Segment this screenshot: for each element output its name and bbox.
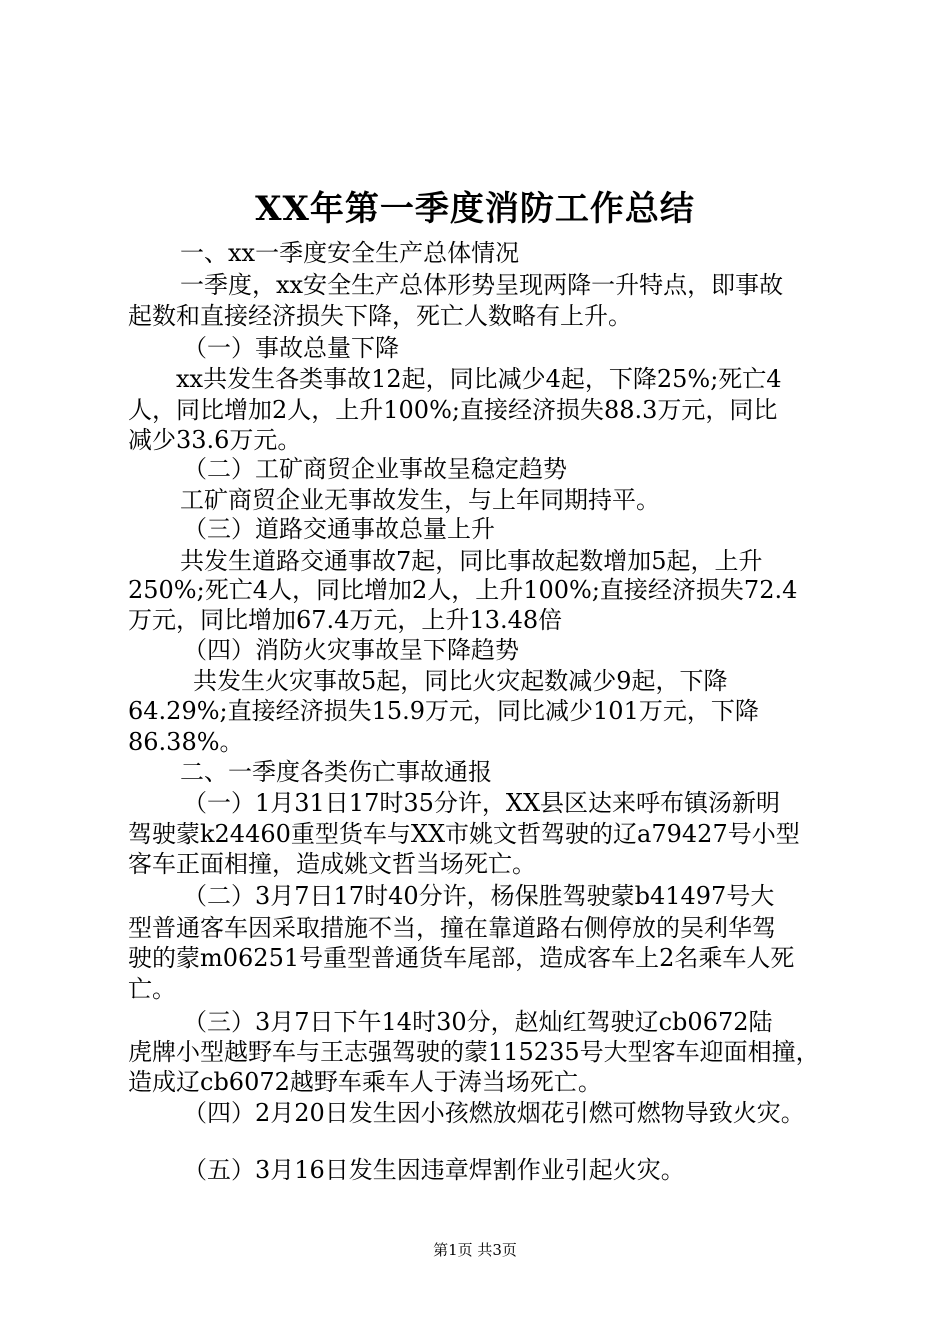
paragraph-line: 共发生道路交通事故7起，同比事故起数增加5起，上升 (180, 547, 763, 575)
paragraph-line: （三）3月7日下午14时30分，赵灿红驾驶辽cb0672陆 (183, 1008, 773, 1036)
paragraph-line: 一季度，xx安全生产总体形势呈现两降一升特点，即事故 (180, 271, 784, 299)
subsection-heading: （三）道路交通事故总量上升 (183, 515, 495, 543)
paragraph-line: 驾驶蒙k24460重型货车与XX市姚文哲驾驶的辽a79427号小型 (128, 820, 800, 848)
subsection-heading: （一）事故总量下降 (183, 334, 399, 362)
paragraph-line: （四）2月20日发生因小孩燃放烟花引燃可燃物导致火灾。 (183, 1099, 805, 1127)
paragraph-line: 64.29%;直接经济损失15.9万元，同比减少101万元，下降 (128, 697, 759, 725)
paragraph-line: 起数和直接经济损失下降，死亡人数略有上升。 (128, 302, 632, 330)
paragraph-line: 人，同比增加2人，上升100%;直接经济损失88.3万元，同比 (128, 396, 778, 424)
document-title: XX年第一季度消防工作总结 (255, 189, 695, 229)
subsection-heading: （四）消防火灾事故呈下降趋势 (183, 636, 519, 664)
page-footer: 第1页 共3页 (433, 1241, 517, 1259)
paragraph-line: 万元，同比增加67.4万元，上升13.48倍 (128, 606, 563, 634)
paragraph-line: 减少33.6万元。 (128, 426, 302, 454)
paragraph-line: 250%;死亡4人，同比增加2人，上升100%;直接经济损失72.4 (128, 576, 798, 604)
paragraph-line: （一）1月31日17时35分许，XX县区达来呼布镇汤新明 (183, 789, 781, 817)
paragraph-line: 共发生火灾事故5起，同比火灾起数减少9起，下降 (193, 667, 728, 695)
paragraph-line: 型普通客车因采取措施不当，撞在靠道路右侧停放的吴利华驾 (128, 914, 776, 942)
section-heading-1: 一、xx一季度安全生产总体情况 (180, 239, 520, 267)
paragraph-line: 虎牌小型越野车与王志强驾驶的蒙115235号大型客车迎面相撞， (128, 1038, 820, 1066)
section-heading-2: 二、一季度各类伤亡事故通报 (180, 758, 492, 786)
paragraph-line: 亡。 (128, 975, 176, 1003)
paragraph-line: 驶的蒙m06251号重型普通货车尾部，造成客车上2名乘车人死 (128, 944, 795, 972)
paragraph-line: （二）3月7日17时40分许，杨保胜驾驶蒙b41497号大 (183, 882, 775, 910)
paragraph-line: 工矿商贸企业无事故发生，与上年同期持平。 (180, 486, 660, 514)
paragraph-line: 客车正面相撞，造成姚文哲当场死亡。 (128, 850, 536, 878)
subsection-heading: （二）工矿商贸企业事故呈稳定趋势 (183, 455, 567, 483)
paragraph-line: xx共发生各类事故12起，同比减少4起，下降25%;死亡4 (176, 365, 782, 393)
paragraph-line: 造成辽cb6072越野车乘车人于涛当场死亡。 (128, 1068, 602, 1096)
paragraph-line: （五）3月16日发生因违章焊割作业引起火灾。 (183, 1156, 685, 1184)
paragraph-line: 86.38%。 (128, 728, 244, 756)
